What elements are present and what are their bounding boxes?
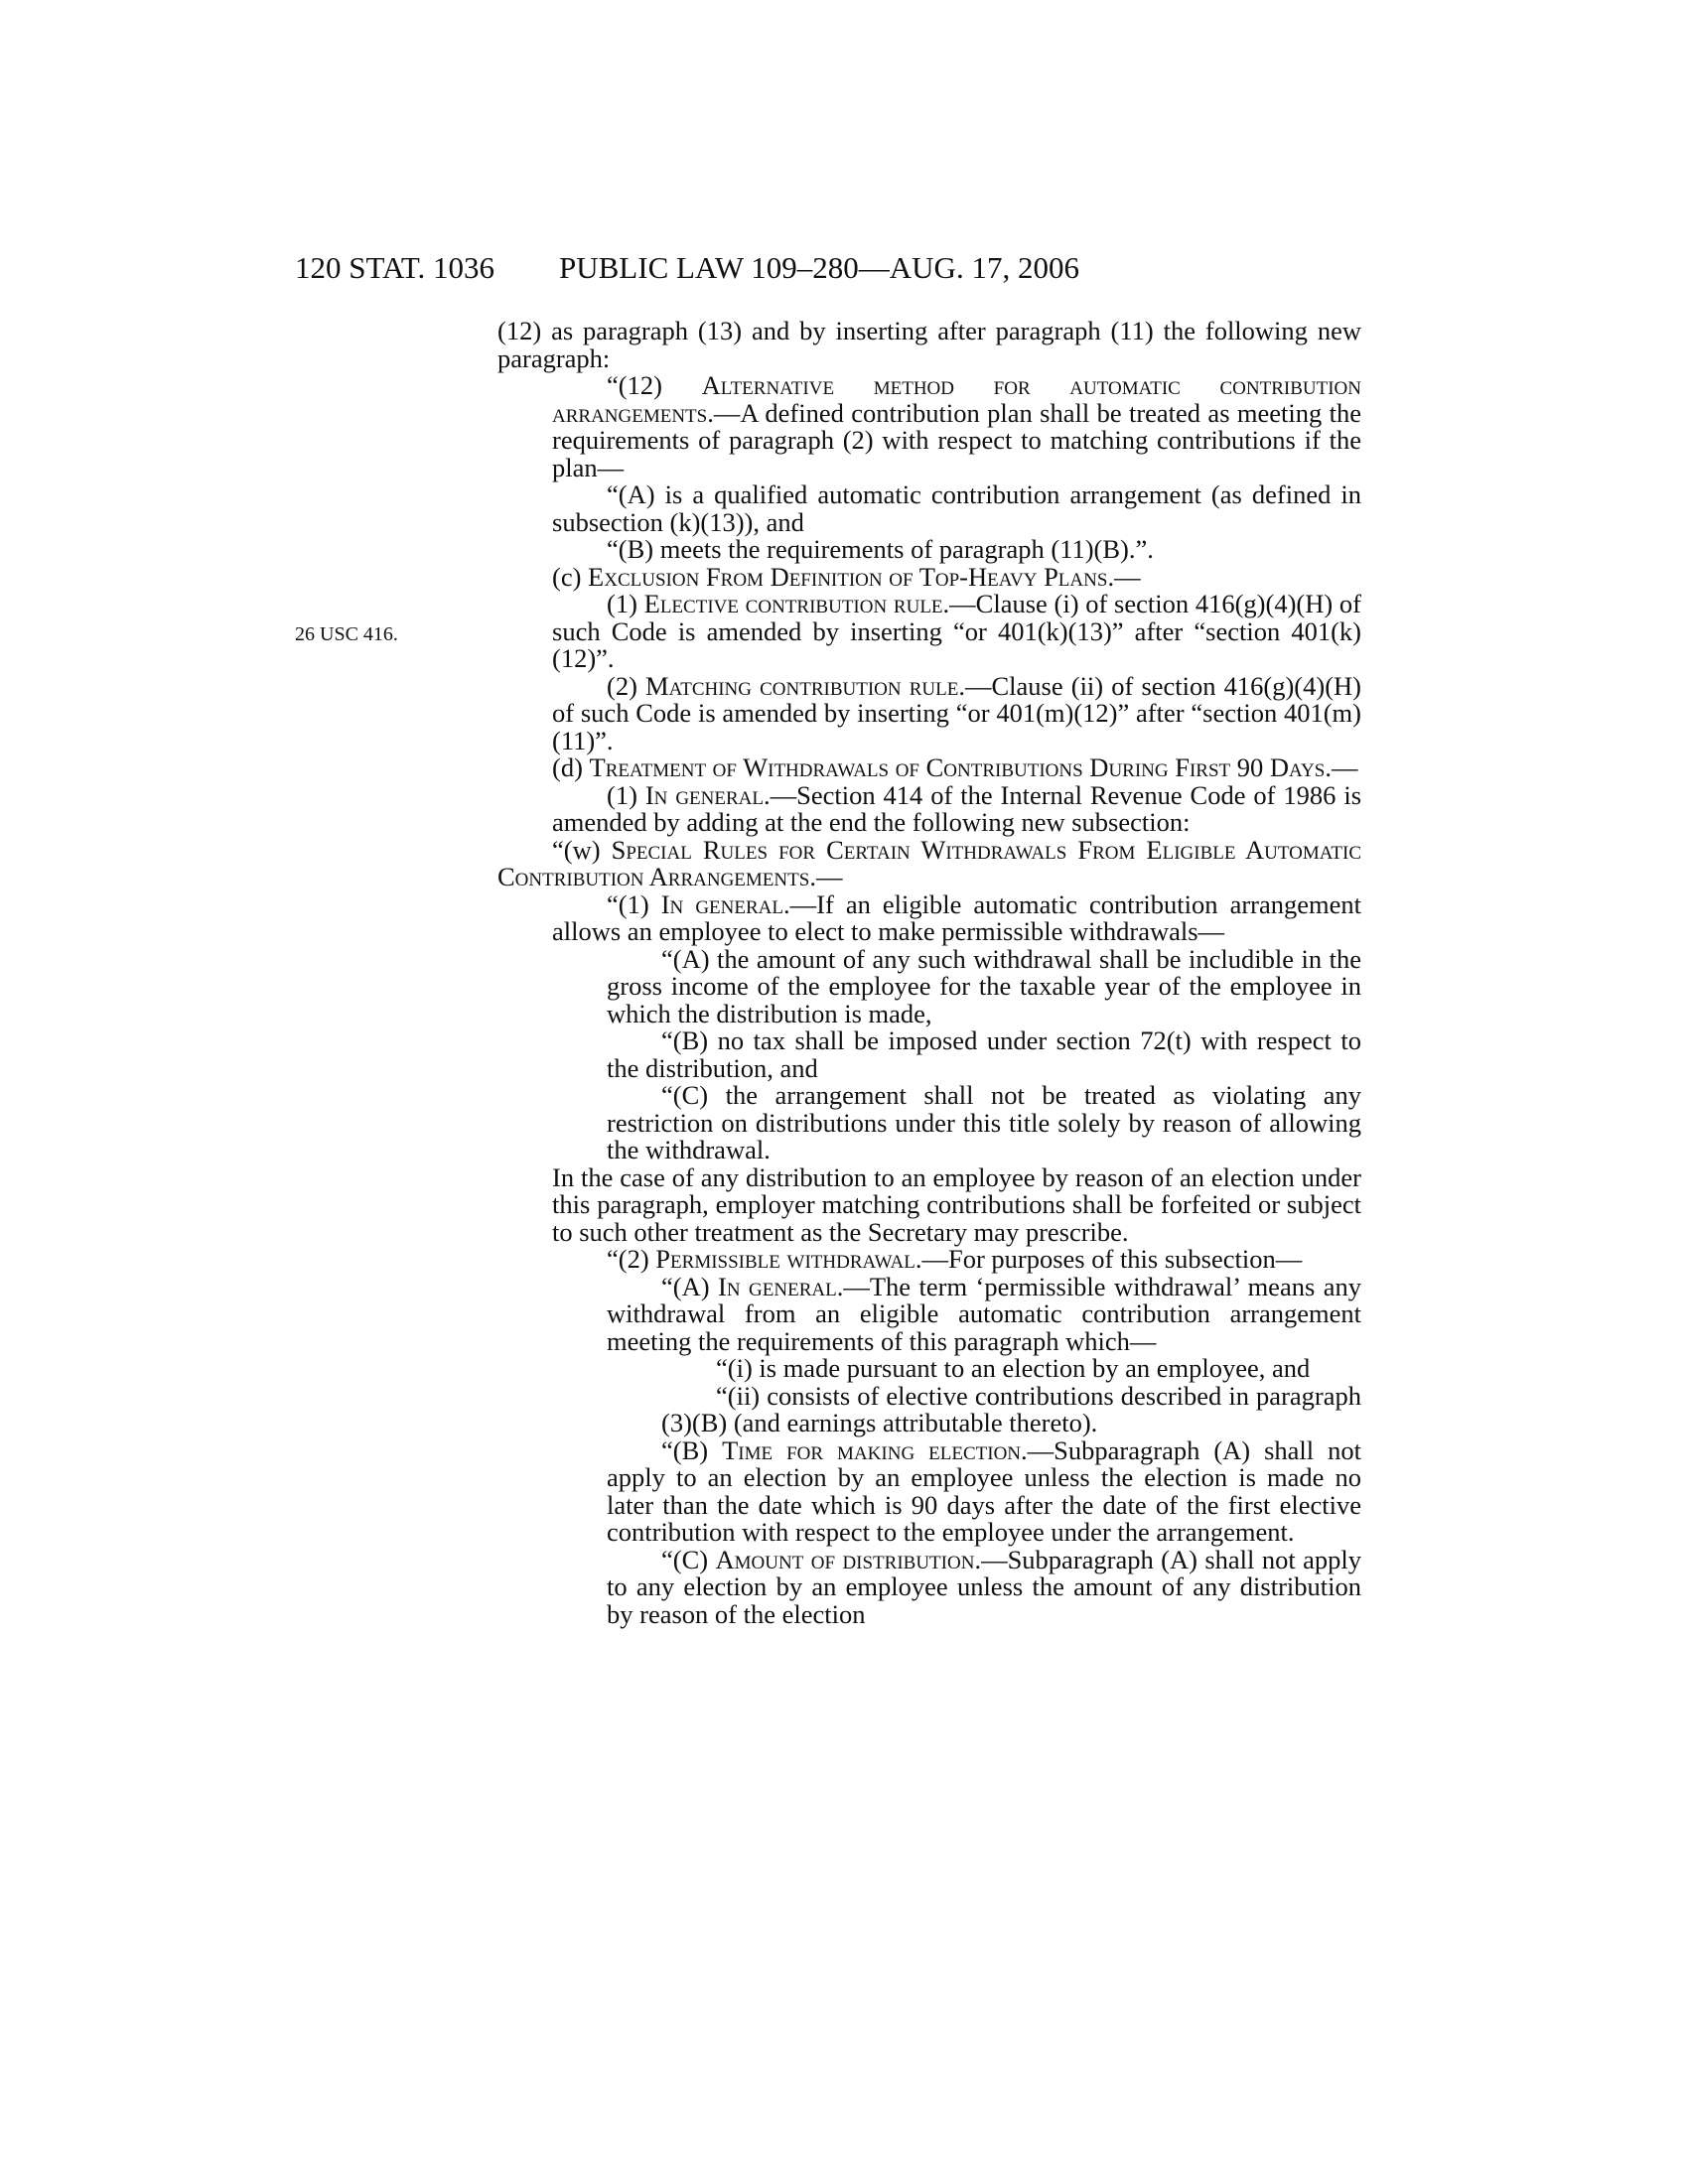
paragraph-text: “(B) meets the requirements of paragraph (11)(B).”. [607,534,1154,564]
paragraph-text: .—Subparagraph (A) shall not apply to any election by an employee unless the amount of any distribution by reason of the election [607,1544,1361,1629]
paragraph-designation: (d) [552,752,590,782]
statute-paragraph [497,670,1361,755]
paragraph-heading: In general [660,888,783,919]
statute-paragraph [497,1434,1362,1547]
paragraph-designation: “(12) [607,370,702,400]
paragraph-heading: Treatment of Withdrawals of Contributions During First 90 Days [589,752,1326,782]
paragraph-text: .—For purposes of this subsection— [914,1244,1303,1274]
paragraph-text: “(C) the arrangement shall not be treated as violating any restriction on distributions under this title solely by reason of allowing the withdrawal. [607,1080,1361,1164]
paragraph-heading: Elective contribution rule [643,589,943,618]
statute-paragraph [497,1161,1361,1247]
paragraph-designation: (2) [607,670,646,701]
statute-page-number: 120 STAT. 1036 [295,250,495,285]
statute-paragraph [497,561,1361,592]
paragraph-text: (12) as paragraph (13) and by inserting after paragraph (11) the following new paragraph: [497,316,1361,373]
statute-paragraph [497,536,1361,564]
statute-paragraph [497,943,1361,1028]
paragraph-designation: (1) [607,779,645,810]
paragraph-text: .—Clause (ii) of section 416(g)(4)(H) of such Code is amended by inserting “or 401(m)(12)” after “section 401(m)(11)”. [552,670,1361,755]
paragraph-text: .—Clause (i) of section 416(g)(4)(H) of such Code is amended by inserting “or 401(k)(13)” after “section 401(k)(12)”. [552,589,1361,673]
paragraph-heading: In general [644,779,764,810]
paragraph-text: .— [1107,561,1141,592]
statute-paragraph [497,591,1361,673]
paragraph-text: “(A) the amount of any such withdrawal shall be includible in the gross income of the employee for the taxable year of the employee in which the distribution is made, [607,943,1361,1028]
paragraph-heading: Special Rules for Certain Withdrawals From Eligible Automatic Contribution Arrangements [497,834,1361,891]
statute-paragraph [497,1355,1361,1383]
paragraph-text: .—A defined contribution plan shall be treated as meeting the requirements of paragraph (2) with respect to matching contributions if the plan— [552,397,1361,482]
paragraph-designation: (c) [552,561,589,592]
paragraph-text: In the case of any distribution to an employee by reason of an election under this paragraph, employer matching contributions shall be forfeited or subject to such other treatment as the Secretary may prescribe. [552,1161,1361,1247]
public-law-title: PUBLIC LAW 109–280—AUG. 17, 2006 [559,250,1079,285]
statute-paragraph [497,779,1362,837]
paragraph-text: .— [1325,752,1358,782]
statute-paragraph [497,1027,1361,1082]
paragraph-heading: Exclusion From Definition of Top-Heavy Plans [588,561,1108,592]
paragraph-designation: “(B) [661,1434,723,1465]
paragraph-text: .—Section 414 of the Internal Revenue Code of 1986 is amended by adding at the end the following new subsection: [552,779,1362,837]
paragraph-text: .—If an eligible automatic contribution arrangement allows an employee to elect to make permissible withdrawals— [552,888,1361,946]
paragraph-text: “(i) is made pursuant to an election by an employee, and [716,1353,1311,1383]
paragraph-text: .—Subparagraph (A) shall not apply to an election by an employee unless the election is made no later than the date which is 90 days after the date of the first elective contribution with respect to the employee under the arrangement. [607,1434,1362,1547]
statute-paragraph [497,1246,1361,1274]
paragraph-text: “(A) is a qualified automatic contribution arrangement (as defined in subsection (k)(13)), and [552,479,1361,537]
statute-paragraph [497,754,1361,782]
statute-paragraph [497,1082,1361,1164]
paragraph-designation: “(w) [552,834,612,865]
paragraph-designation: “(C) [661,1544,716,1574]
paragraph-heading: In general [718,1271,837,1301]
paragraph-designation: “(A) [661,1271,719,1301]
paragraph-heading: Matching contribution rule [645,670,959,701]
statute-paragraph [497,834,1361,891]
paragraph-heading: Time for making election [722,1434,1022,1465]
paragraph-designation: “(1) [607,888,661,919]
paragraph-text: “(ii) consists of elective contributions described in paragraph (3)(B) (and earnings attributable thereto). [661,1380,1361,1437]
paragraph-heading: Permissible withdrawal [655,1244,915,1274]
paragraph-designation: (1) [607,589,644,618]
paragraph-heading: Alternative method for automatic contribution arrangements [552,370,1361,428]
paragraph-heading: Amount of distribution [715,1544,975,1574]
statute-paragraph [497,888,1361,946]
statute-paragraph [497,1271,1362,1356]
statute-paragraph [497,1380,1361,1437]
paragraph-text: .— [809,862,843,891]
statute-paragraph [497,1544,1361,1629]
paragraph-designation: “(2) [607,1244,656,1274]
paragraph-text: “(B) no tax shall be imposed under section 72(t) with respect to the distribution, and [607,1025,1361,1083]
paragraph-text: .—The term ‘permissible withdrawal’ means any withdrawal from an eligible automatic contribution arrangement meeting the requirements of this paragraph which— [607,1271,1362,1356]
margin-citation: 26 USC 416. [295,623,398,645]
statute-paragraph [497,481,1361,536]
statute-text-body [497,318,1361,1628]
statute-paragraph [497,318,1361,372]
statute-paragraph [497,372,1361,481]
